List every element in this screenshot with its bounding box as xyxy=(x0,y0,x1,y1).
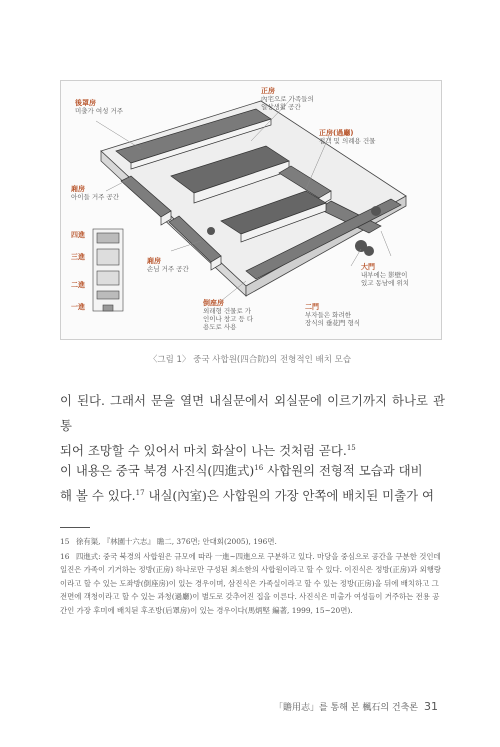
courtyard-4-text: 四進 xyxy=(71,231,85,239)
courtyard-3-text: 三進 xyxy=(71,253,85,261)
label-hall xyxy=(319,129,375,145)
courtyard-2-text: 二進 xyxy=(71,281,85,289)
label-front-room-desc1: 외래형 건물로 가 xyxy=(203,307,252,315)
label-back-room-title: 後罩房 xyxy=(75,99,96,107)
label-side-room-desc: 아이들 거주 공간 xyxy=(71,193,120,201)
courtyard-1-text: 一進 xyxy=(71,303,85,311)
label-inner-gate-title: 二門 xyxy=(305,303,319,311)
label-back-room-desc: 미출가 여성 거주 xyxy=(75,107,124,115)
paragraph-2-line-1b: 사합원의 전형적 모습과 대비 xyxy=(263,463,423,478)
label-hall-desc: 접객 및 의례용 건물 xyxy=(319,137,376,145)
label-main-room xyxy=(261,87,314,111)
label-guest-room-desc: 손님 거주 공간 xyxy=(147,265,189,273)
label-gate-title: 大門 xyxy=(361,263,375,271)
footnote-16-number: 16 xyxy=(60,552,70,561)
footnote-ref-15[interactable]: 15 xyxy=(346,443,356,452)
paragraph-1-line-1: 이 된다. 그래서 문을 열면 내실문에서 외실문에 이르기까지 하나로 관통 xyxy=(60,393,445,433)
running-head: 「贍用志」를 통해 본 楓石의 건축론 xyxy=(274,703,418,713)
footnote-15-number: 15 xyxy=(60,537,70,546)
label-side-room-title: 廂房 xyxy=(71,185,85,193)
label-back-room xyxy=(75,99,123,115)
label-gate-desc2: 있고 동남에 위치 xyxy=(361,279,410,287)
footnote-divider xyxy=(60,527,90,528)
label-front-room-desc2: 인이나 창고 등 다 xyxy=(203,315,254,323)
label-main-room-desc1: 內宅으로 가족들의 xyxy=(261,95,314,103)
label-courtyard-3 xyxy=(71,253,85,261)
footnote-16-text: 四進式: 중국 북경의 사합원은 규모에 따라 一進~四進으로 구분하고 있다. 마당을 중심으로 공간을 구분한 것인데 일진은 가족이 기거하는 정방(正房) 하나로만 구성된 최소한의 사합원이라고 할 수 있다. 이진식은 정방(正房)과 외행랑이라고 할 수 있는 도좌방(倒座房)이 있는 경우이며, 삼진식은 가족실이라고 할 수 있는 정방(正房)을 뒤에 배치하고 그 전면에 객청이라고 할 수 있는 과청(過廳)이 별도로 갖추어진 집을 이른다. 사진식은 미출가 여성들이 거주하는 전용 공간인 가장 후미에 배치된 후조방(后罩房)이 있는 경우이다(馬炳堅 編著, 1999, 15~20면). xyxy=(60,552,441,615)
footnote-16 xyxy=(60,550,445,617)
page-footer xyxy=(274,700,438,713)
label-main-room-desc2: 일상생활 공간 xyxy=(261,103,301,111)
label-hall-title: 正房(過廳) xyxy=(319,129,354,137)
label-front-room xyxy=(203,299,253,331)
paragraph-2-line-1a: 이 내용은 중국 북경 사진식(四進式) xyxy=(60,463,255,478)
footnote-ref-17[interactable]: 17 xyxy=(135,488,145,497)
paragraph-2-line-2b: 내실(內室)은 사합원의 가장 안쪽에 배치된 미출가 여 xyxy=(144,488,434,503)
label-front-room-desc3: 용도로 사용 xyxy=(203,323,237,331)
label-guest-room-title: 廂房 xyxy=(147,257,161,265)
label-gate xyxy=(361,263,409,287)
footnote-15 xyxy=(60,535,445,548)
label-courtyard-2 xyxy=(71,281,85,289)
label-inner-gate xyxy=(305,303,360,327)
label-inner-gate-desc2: 장식의 垂花門 형식 xyxy=(305,319,361,327)
label-gate-desc1: 내부에는 影壁이 xyxy=(361,271,408,279)
paragraph-2 xyxy=(60,458,445,508)
figure-caption: 〈그림 1〉 중국 사합원(四合院)의 전형적인 배치 모습 xyxy=(148,355,352,365)
label-guest-room xyxy=(147,257,189,273)
label-inner-gate-desc1: 부자들은 화려한 xyxy=(305,311,352,319)
footnote-ref-16[interactable]: 16 xyxy=(254,463,264,472)
page-number: 31 xyxy=(424,700,438,713)
label-main-room-title: 正房 xyxy=(261,87,275,95)
label-front-room-title: 倒座房 xyxy=(203,299,224,307)
label-courtyard-1 xyxy=(71,303,85,311)
footnote-15-text: 徐有渠, 『林園十六志』 瞻二, 376면; 안대회(2005), 196면. xyxy=(76,537,277,546)
figure-siheyuan xyxy=(60,80,442,340)
paragraph-2-line-2 xyxy=(60,483,445,508)
paragraph-2-line-1 xyxy=(60,458,445,483)
label-courtyard-4 xyxy=(71,231,85,239)
label-side-room xyxy=(71,185,119,201)
paragraph-1 xyxy=(60,388,445,463)
paragraph-1-line-2-text: 되어 조망할 수 있어서 마치 화살이 나는 것처럼 곧다. xyxy=(60,443,347,458)
paragraph-2-line-2a: 해 볼 수 있다. xyxy=(60,488,136,503)
